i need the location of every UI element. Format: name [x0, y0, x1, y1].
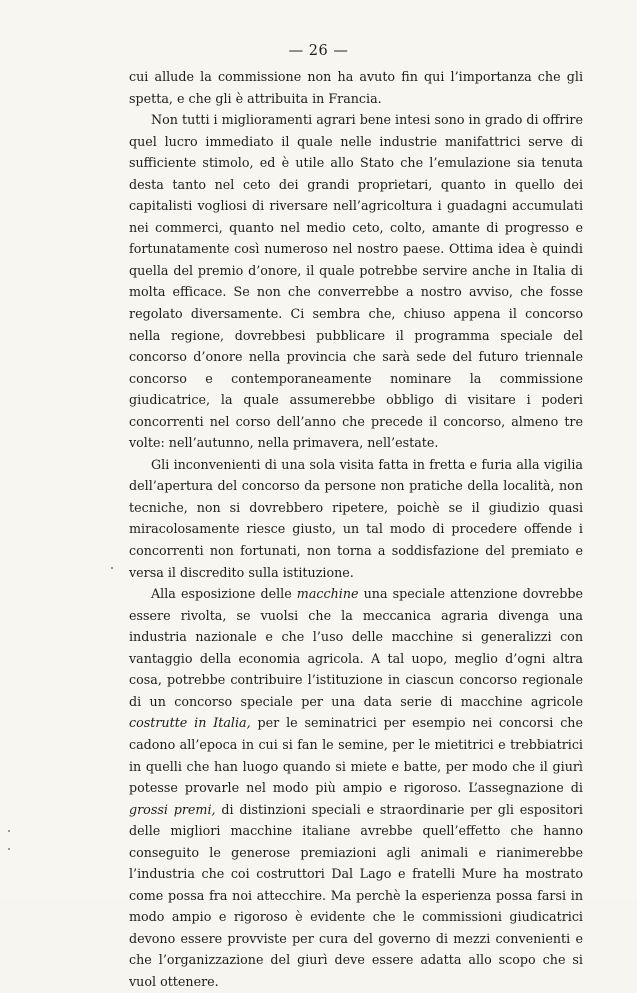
- paragraph-premio-d-onore: Non tutti i miglioramenti agrari bene intesi sono in grado di offrire quel lucro immediato il quale nelle industrie manifattrici serve di sufficiente stimolo, ed è utile allo Stato che l’emulazione sia tenuta desta tanto nel ceto dei grandi proprietari, quanto in quello dei capitalisti vogliosi di riversare nell’agricoltura i guadagni accumulati nei commerci, quanto nel medio ceto, colto, amante di progresso e fortunatamente così numeroso nel nostro paese. Ottima idea è quindi quella del premio d’onore, il quale potrebbe servire anche in Italia di molta efficace. Se non che converrebbe a nostro avviso, che fosse regolato diversamente. Ci sembra che, chiuso appena il concorso nella regione, dovrebbesi pubblicare il programma speciale del concorso d’onore nella provincia che sarà sede del futuro triennale concorso e contemporaneamente nominare la commissione giudicatrice, la quale assumerebbe obbligo di visitare i poderi concorrenti nel corso dell’anno che precede il concorso, almeno tre volte: nell’autunno, nella primavera, nell’estate.: [129, 112, 583, 451]
- macchine-text-3: per le seminatrici per esempio nei concorsi che cadono all’epoca in cui si fan le semine, per le mietitrici e trebbiatrici in quelli che han luogo quando si miete e batte, per modo che il giurì potesse provarle nel modo più ampio e rigoroso. L’assegnazione di: [129, 715, 583, 796]
- scan-speck: [111, 567, 113, 569]
- italic-grossi-premi: grossi premi,: [129, 801, 216, 817]
- macchine-text-2: una speciale attenzione dovrebbe essere rivolta, se vuolsi che la meccanica agraria divenga una industria nazionale e che l’uso delle macchine si generalizzi con vantaggio della economia agricola. A tal uopo, meglio d’ogni altra cosa, potrebbe contribuire l’istituzione in ciascun concorso regionale di un concorso speciale per una data serie di macchine agricole: [129, 586, 583, 709]
- italic-macchine: macchine: [296, 586, 359, 602]
- paragraph-continuation: cui allude la commissione non ha avuto fin qui l’importanza che gli spetta, e che gli è attribuita in Francia.: [129, 69, 583, 106]
- italic-costrutte-in-italia: costrutte in Italia,: [129, 715, 251, 731]
- macchine-text-1: Alla esposizione delle: [151, 586, 297, 602]
- scan-speck: [8, 830, 10, 832]
- body-text: [129, 66, 583, 993]
- macchine-text-4: di distinzioni speciali e straordinarie per gli espositori delle migliori macchine italiane avrebbe quell’effetto che hanno conseguito le generose premiazioni agli animali e rianimerebbe l’industria che coi costruttori Dal Lago e fratelli Mure ha mostrato come possa fra noi attecchire. Ma perchè la esperienza possa farsi in modo ampio e rigoroso è evidente che le commissioni giudicatrici devono essere provviste per cura del governo di mezzi convenienti e che l’organizzazione del giurì deve essere adatta allo scopo che si vuol ottenere.: [129, 801, 583, 989]
- page-number: — 26 —: [288, 43, 349, 59]
- paragraph-macchine: [129, 583, 583, 992]
- paragraph-inconvenienti: Gli inconvenienti di una sola visita fatta in fretta e furia alla vigilia dell’apertura del concorso da persone non pratiche della località, non tecniche, non si dovrebbero ripetere, poichè se il giudizio quasi miracolosamente riesce giusto, un tal modo di procedere offende i concorrenti non fortunati, non torna a soddisfazione del premiato e versa il discredito sulla istituzione.: [129, 456, 583, 580]
- scan-speck: [8, 848, 10, 850]
